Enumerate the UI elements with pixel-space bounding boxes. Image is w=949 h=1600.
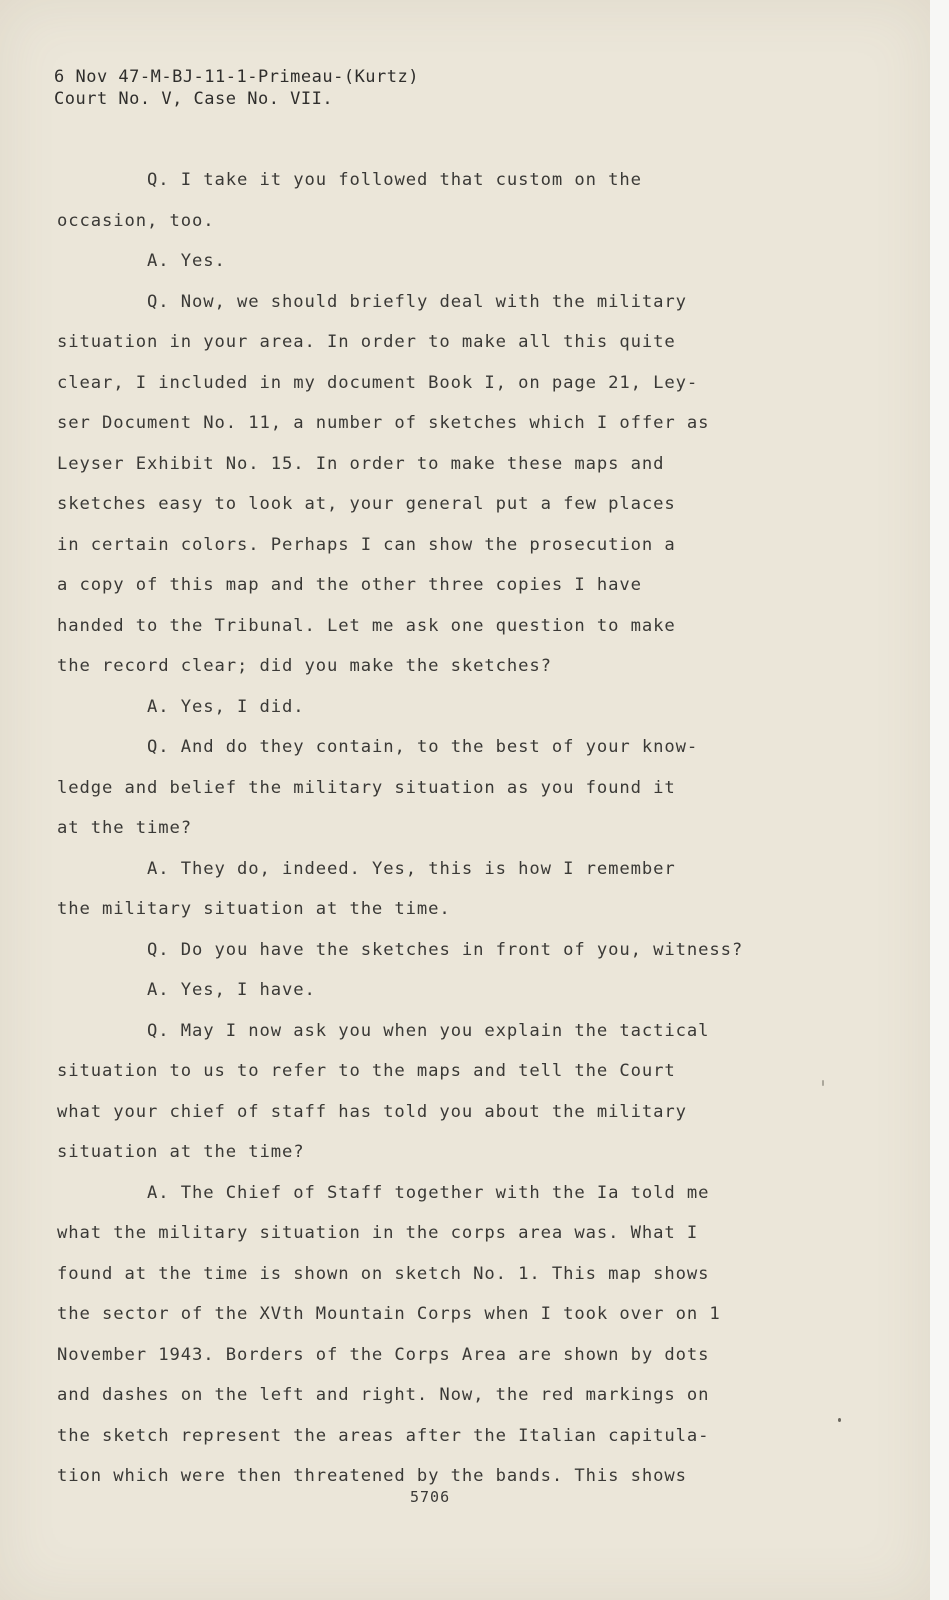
transcript-line: A. Yes, I have.: [147, 980, 316, 1000]
transcript-line: A. Yes.: [147, 251, 226, 271]
transcript-line: A. Yes, I did.: [147, 696, 305, 717]
transcript-line: in certain colors. Perhaps I can show the prosecution a: [57, 534, 676, 555]
transcript-line: situation at the time?: [57, 1142, 305, 1162]
transcript-line: tion which were then threatened by the bands. This shows: [57, 1466, 687, 1486]
transcript-line: at the time?: [57, 818, 192, 838]
transcript-line: ser Document No. 11, a number of sketches which I offer as: [57, 413, 710, 433]
transcript-line: Q. Do you have the sketches in front of you, witness?: [147, 939, 744, 960]
transcript-line: occasion, too.: [57, 210, 215, 231]
transcript-line: what the military situation in the corps area was. What I: [57, 1223, 699, 1243]
transcript-line: Leyser Exhibit No. 15. In order to make these maps and: [57, 453, 665, 474]
transcript-line: ledge and belief the military situation as you found it: [57, 777, 676, 798]
transcript-line: A. The Chief of Staff together with the Ia told me: [147, 1182, 710, 1203]
transcript-line: A. They do, indeed. Yes, this is how I remember: [147, 858, 676, 879]
document-header: [54, 66, 419, 110]
page-number: 5706: [410, 1488, 451, 1506]
header-court-line: Court No. V, Case No. VII.: [54, 89, 334, 109]
transcript-line: and dashes on the left and right. Now, the red markings on: [57, 1385, 710, 1405]
scan-border: [930, 0, 949, 1600]
transcript-line: Q. And do they contain, to the best of your know-: [147, 737, 699, 757]
transcript-line: found at the time is shown on sketch No. 1. This map shows: [57, 1263, 710, 1284]
transcript-body: [57, 160, 817, 1497]
transcript-line: Q. Now, we should briefly deal with the military: [147, 291, 687, 312]
transcript-line: situation in your area. In order to make all this quite: [57, 332, 676, 352]
transcript-line: clear, I included in my document Book I, on page 21, Ley-: [57, 372, 699, 393]
margin-mark: [838, 1418, 841, 1422]
transcript-line: the military situation at the time.: [57, 899, 451, 919]
transcript-line: handed to the Tribunal. Let me ask one question to make: [57, 615, 676, 636]
transcript-line: November 1943. Borders of the Corps Area are shown by dots: [57, 1344, 710, 1365]
transcript-line: the record clear; did you make the sketches?: [57, 656, 552, 676]
transcript-line: sketches easy to look at, your general put a few places: [57, 494, 676, 514]
transcript-line: the sketch represent the areas after the Italian capitula-: [57, 1425, 710, 1446]
transcript-line: the sector of the XVth Mountain Corps when I took over on 1: [57, 1304, 721, 1324]
transcript-line: what your chief of staff has told you about the military: [57, 1101, 687, 1122]
margin-mark: [822, 1080, 824, 1086]
transcript-line: situation to us to refer to the maps and tell the Court: [57, 1061, 676, 1081]
transcript-line: Q. I take it you followed that custom on the: [147, 170, 642, 190]
transcript-line: a copy of this map and the other three copies I have: [57, 575, 642, 595]
header-date-line: 6 Nov 47-M-BJ-11-1-Primeau-(Kurtz): [54, 67, 419, 87]
transcript-line: Q. May I now ask you when you explain the tactical: [147, 1020, 710, 1041]
